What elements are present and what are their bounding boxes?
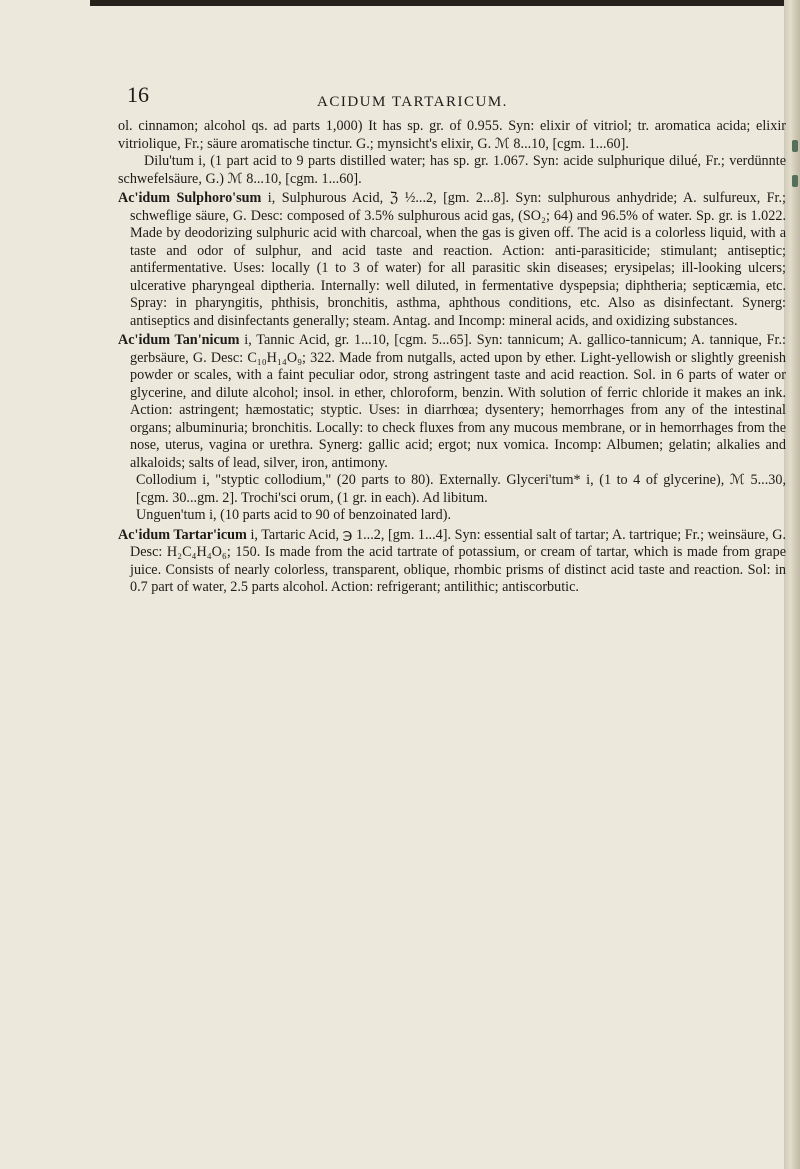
entry-acidum-sulphorosum <box>118 190 786 330</box>
paragraph-text: ol. cinnamon; alcohol qs. ad parts 1,000) It has sp. gr. of 0.955. Syn: elixir of vitriol; tr. aromatica acida; elixir vitriolique, Fr.; säure aromatische tinctur. G.; mynsicht's elixir, G. ℳ 8...10, [cgm. 1...60]. <box>118 118 786 152</box>
page-header <box>127 84 777 114</box>
running-head: ACIDUM TARTARICUM. <box>317 94 508 110</box>
unguentum-tannicum <box>118 507 786 525</box>
page-edge <box>784 0 800 1169</box>
top-border <box>90 0 800 6</box>
paragraph-text: Unguen'tum i, (10 parts acid to 90 of benzoinated lard). <box>136 507 451 523</box>
body-text <box>118 118 786 597</box>
entry-text: i, Tannic Acid, gr. 1...10, [cgm. 5...65]. Syn: tannicum; A. gallico-tannicum; A. tannique, Fr.: gerbsäure, G. Desc: C₁₀H₁₄O₉; 322. Made from nutgalls, acted upon by ether. Light-yellowish or slightly greenish powder or scales, with a faint peculiar odor, strong astringent taste and acid reaction. Sol. in 6 parts of water or glycerine, and dilute alcohol; insol. in ether, chloroform, benzin. With solution of ferric chloride it makes an ink. Action: astringent; hæmostatic; styptic. Uses: in diarrhœa; dysentery; hemorrhages from any of the intestinal organs; albuminuria; bronchitis. Locally: to check fluxes from any mucous membrane, or in hemorrhages from the nose, uterus, vagina or urethra. Synerg: gallic acid; ergot; nux vomica. Incomp: Albumen; gelatin; alkalies and alkaloids; salts of lead, silver, iron, antimony. <box>130 332 786 471</box>
paragraph-dilutum <box>118 153 786 188</box>
paragraph-text: Collodium i, "styptic collodium," (20 parts to 80). Externally. Glyceri'tum* i, (1 to 4 of glycerine), ℳ 5...30, [cgm. 30...gm. 2]. Trochi'sci orum, (1 gr. in each). Ad libitum. <box>136 472 786 506</box>
paragraph-continuation <box>118 118 786 153</box>
preparations-tannicum <box>118 472 786 507</box>
entry-text: i, Tartaric Acid, ℈ 1...2, [gm. 1...4]. Syn: essential salt of tartar; A. tartrique; Fr.; weinsäure, G. Desc: H₂C₄H₄O₆; 150. Is made from the acid tartrate of potassium, or cream of tartar, which is made from grape juice. Consists of nearly colorless, transparent, oblique, rhombic prisms of distinct acid taste and reaction. Sol: in 0.7 part of water, 2.5 parts alcohol. Action: refrigerant; antilithic; antiscorbutic. <box>130 526 786 595</box>
entry-text: i, Sulphurous Acid, ℨ ½...2, [gm. 2...8]. Syn: sulphurous anhydride; A. sulfureux, Fr.; schweflige säure, G. Desc: composed of 3.5% sulphurous acid gas, (SO₂; 64) and 96.5% of water. Sp. gr. is 1.022. Made by deodorizing sulphuric acid with charcoal, when the gas is given off. The acid is a colorless liquid, with a taste and odor of sulphur, and acid taste and reaction. Action: anti-parasiticide; stimulant; antiseptic; antifermentative. Uses: locally (1 to 3 of water) for all parasitic skin diseases; erysipelas; ill-looking ulcers; ulcerative pharyngeal diptheria. Internally: well diluted, in fermentative dyspepsia; diphtheria; septicæmia, etc. Spray: in pharyngitis, phthisis, bronchitis, asthma, aphthous conditions, etc. Also as disinfectant. Synerg: antiseptics and disinfectants generally; steam. Antag. and Incomp: mineral acids, and oxidizing substances. <box>130 190 786 329</box>
entry-acidum-tartaricum <box>118 527 786 597</box>
entry-headword: Ac'idum Tan'nicum <box>118 332 240 348</box>
edge-tab <box>792 140 798 152</box>
edge-tab <box>792 175 798 187</box>
entry-acidum-tannicum <box>118 332 786 472</box>
paragraph-text: Dilu'tum i, (1 part acid to 9 parts distilled water; has sp. gr. 1.067. Syn: acide sulphurique dilué, Fr.; verdünnte schwefelsäure, G.) ℳ 8...10, [cgm. 1...60]. <box>118 153 786 187</box>
entry-headword: Ac'idum Sulphoro'sum <box>118 190 262 206</box>
page-number: 16 <box>127 82 149 107</box>
entry-headword: Ac'idum Tartar'icum <box>118 526 247 543</box>
